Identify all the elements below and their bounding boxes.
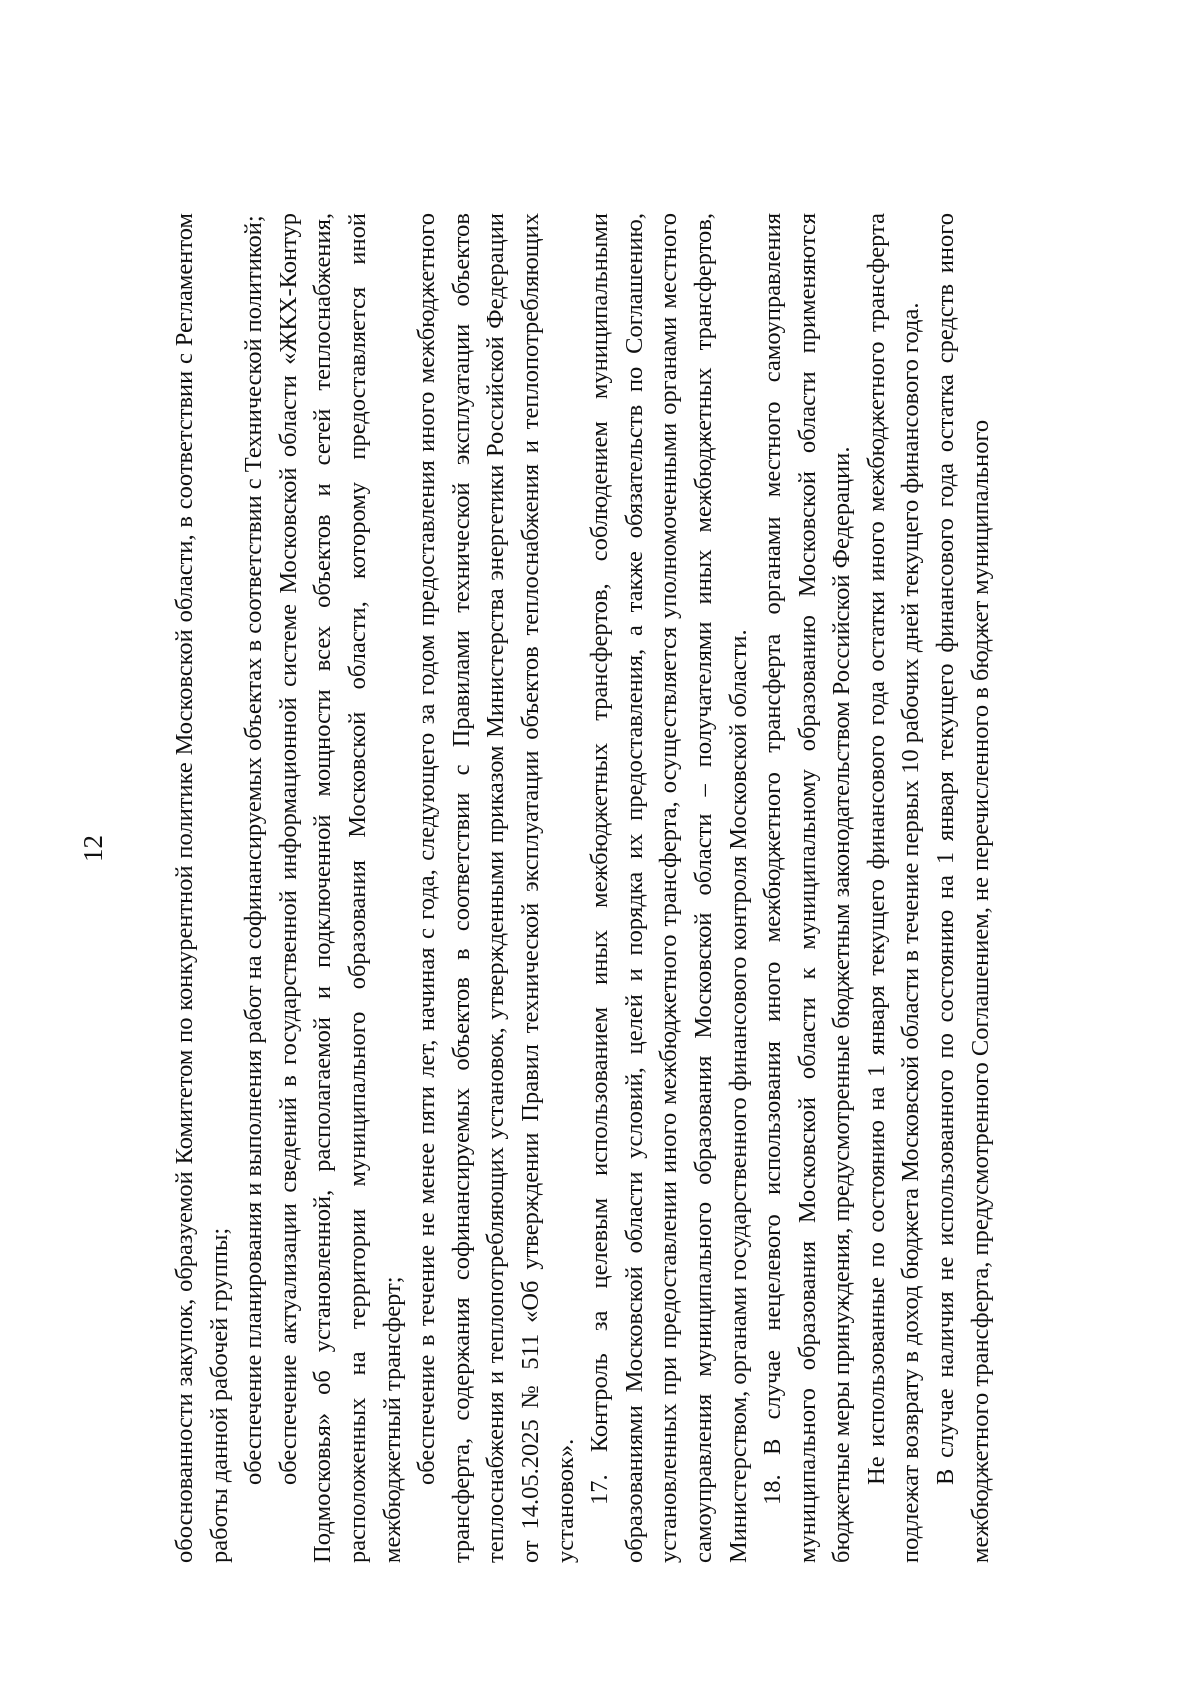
paragraph-remaining-funds: В случае наличия не использованного по состоянию на 1 января текущего финансового года остатка средств иного межбюджетного трансферта, предусмотренного Соглашением, не перечисленного в бюджет муниципального — [932, 213, 994, 1563]
paragraph-unused-balances: Не использованные по состоянию на 1 января текущего финансового года остатки иного межбюджетного трансферта подлежат возврату в доход бюджета Московской области в течение первых 10 рабочих дней текущего финансового года. — [862, 213, 925, 1563]
paragraph-17-control: 17. Контроль за целевым использованием иных межбюджетных трансфертов, соблюдением муниципальными образованиями Московской области условий, целей и порядка их предоставления, а также обязательств по Соглашению, установленных при предоставлении иного межбюджетного трансферта, осуществляется уполномоченными органами местного самоуправления муниципального образования Московской области – получателями иных межбюджетных трансфертов, Министерством, органами государственного финансового контроля Московской области. — [586, 213, 752, 1563]
page-number: 12 — [78, 835, 108, 862]
paragraph-continued-procurement: обоснованности закупок, образуемой Комитетом по конкурентной политике Московской области, в соответствии с Регламентом работы данной рабочей группы; — [171, 213, 233, 1563]
paragraph-18-misuse: 18. В случае нецелевого использования иного межбюджетного трансферта органами местного самоуправления муниципального образования Московской области к муниципальному образованию Московской области применяются бюджетные меры принуждения, предусмотренные бюджетным законодательством Российской Федерации. — [759, 213, 856, 1563]
paragraph-maintenance-five-years: обеспечение в течение не менее пяти лет, начиная с года, следующего за годом предоставления иного межбюджетного трансферта, содержания софинансируемых объектов в соответствии с Правилами технической эксплуатации объектов теплоснабжения и теплопотребляющих установок, утвержденными приказом Министерства энергетики Российской Федерации от 14.05.2025 № 511 «Об утверждении Правил технической эксплуатации объектов теплоснабжения и теплопотребляющих установок». — [413, 213, 579, 1563]
paragraph-planning-works: обеспечение планирования и выполнения работ на софинансируемых объектах в соответствии с Технической политикой; — [240, 215, 268, 1485]
document-body — [168, 213, 998, 1563]
paragraph-info-system-update: обеспечение актуализации сведений в государственной информационной системе Московской области «ЖКХ-Контур Подмосковья» об установленной, располагаемой и подключенной мощности всех объектов и сетей теплоснабжения, расположенных на территории муниципального образования Московской области, которому предоставляется иной межбюджетный трансферт; — [274, 213, 406, 1563]
